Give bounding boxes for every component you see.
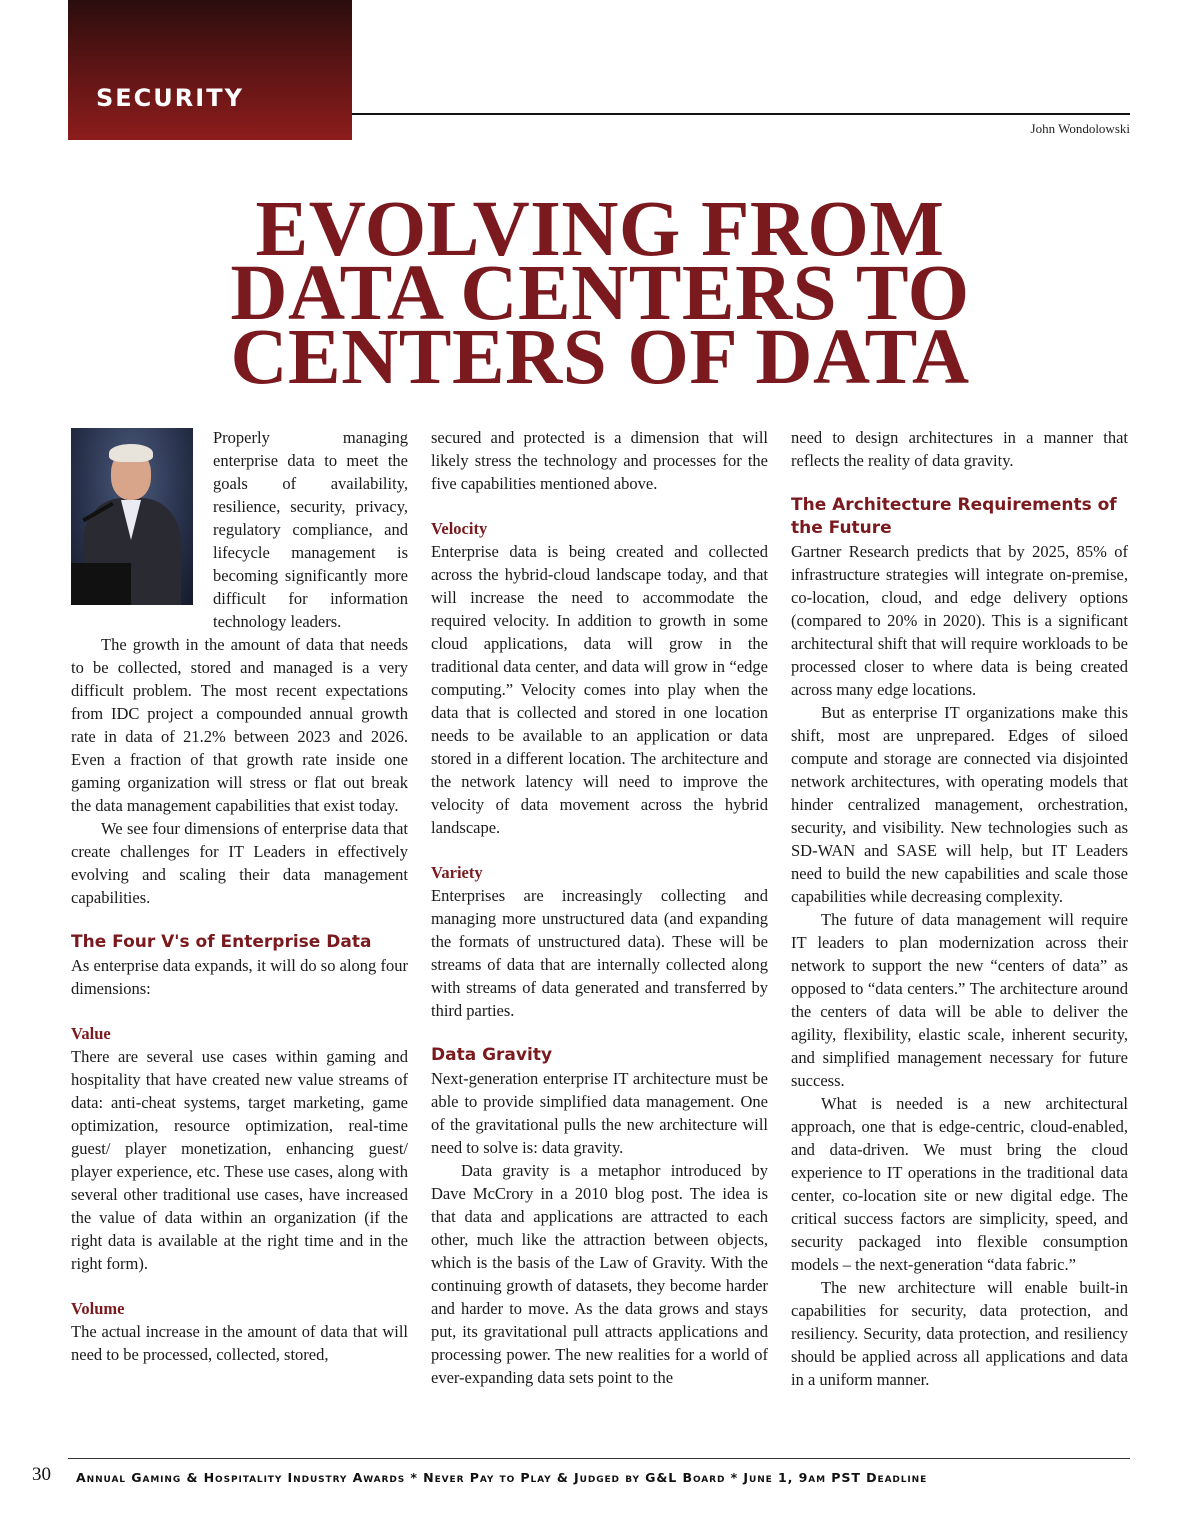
section-heading-four-vs: The Four V's of Enterprise Data [71, 932, 372, 952]
footer-rule [68, 1458, 1130, 1459]
header-rule [352, 113, 1130, 115]
paragraph: Enterprises are increasingly collecting and managing more unstructured data (and expanding the formats of unstructured data). These will be streams of data that are internally collected along with streams of data generated and transferred by third parties. [431, 886, 768, 1020]
section-label: SECURITY [96, 84, 244, 112]
paragraph: Gartner Research predicts that by 2025, 85% of infrastructure strategies will integrate on-premise, co-location, cloud, and edge delivery options (compared to 20% in 2020). This is a significant architectural shift that will require workloads to be processed closer to where data is being created across many edge locations. [791, 542, 1128, 699]
paragraph: The actual increase in the amount of data that will need to be processed, collected, stored, [71, 1322, 408, 1364]
subheading-volume: Volume [71, 1299, 125, 1318]
paragraph: The growth in the amount of data that needs to be collected, stored and managed is a very difficult problem. The most recent expectations from IDC project a compounded annual growth rate in data of 21.2% between 2023 and 2026. Even a fraction of that growth rate inside one gaming organization will stress or flat out break the data management capabilities that exist today. [71, 635, 408, 815]
subheading-variety: Variety [431, 863, 483, 882]
paragraph: Data gravity is a metaphor introduced by Dave McCrory in a 2010 blog post. The idea is that data and applications are attracted to each other, much like the attraction between objects, which is the basis of the Law of Gravity. With the continuing growth of datasets, they become harder and harder to move. As the data grows and stays put, its gravitational pull attracts applications and processing power. The new realities for a world of ever-expanding data sets point to the [431, 1161, 768, 1387]
paragraph: There are several use cases within gaming and hospitality that have created new value streams of data: anti-cheat systems, target marketing, game optimization, resource optimization, real-time guest/ player monetization, enhancing guest/ player experience, etc. These use cases, along with several other traditional use cases, have increased the value of data within an organization (if the right data is available at the right time and in the right form). [71, 1047, 408, 1273]
paragraph: The new architecture will enable built-in capabilities for security, data protection, and resiliency. Security, data protection, and resiliency should be applied across all applications and data in a uniform manner. [791, 1278, 1128, 1389]
column-2 [431, 426, 768, 1389]
paragraph: We see four dimensions of enterprise data that create challenges for IT Leaders in effectively evolving and scaling their data management capabilities. [71, 819, 408, 907]
footer-banner: Annual Gaming & Hospitality Industry Awards * Never Pay to Play & Judged by G&L Board * June 1, 9am PST Deadline [76, 1470, 928, 1485]
author-byline: John Wondolowski [1030, 121, 1130, 136]
paragraph: need to design architectures in a manner that reflects the reality of data gravity. [791, 428, 1128, 470]
column-3 [791, 426, 1128, 1391]
paragraph: As enterprise data expands, it will do so along four dimensions: [71, 956, 408, 998]
section-heading-architecture: The Architecture Requirements of the Future [791, 495, 1117, 538]
article-title [60, 186, 1140, 401]
title-line-3: CENTERS OF DATA [230, 314, 970, 401]
column-1 [71, 426, 408, 1366]
page-number: 30 [32, 1464, 51, 1485]
author-portrait-icon [71, 428, 193, 605]
title-line-2: DATA CENTERS TO [230, 250, 970, 337]
paragraph: What is needed is a new architectural approach, one that is edge-centric, cloud-enabled, and data-driven. We must bring the cloud experience to IT operations in the traditional data center, co-location site or new digital edge. The critical success factors are simplicity, speed, and security packaged into flexible consumption models – the next-generation “data fabric.” [791, 1094, 1128, 1274]
subheading-value: Value [71, 1024, 111, 1043]
paragraph: Enterprise data is being created and collected across the hybrid-cloud landscape today, and that will increase the need to accommodate the required velocity. In addition to growth in some cloud applications, data will grow in the traditional data center, and data will grow in “edge computing.” Velocity comes into play when the data that is collected and stored in one location needs to be available to an application or data stored in a different location. The architecture and the network latency will need to improve the velocity of data movement across the hybrid landscape. [431, 542, 768, 837]
section-banner [68, 0, 352, 140]
subheading-velocity: Velocity [431, 519, 488, 538]
paragraph: secured and protected is a dimension that will likely stress the technology and processes for the five capabilities mentioned above. [431, 428, 768, 493]
paragraph: Next-generation enterprise IT architecture must be able to provide simplified data management. One of the gravitational pulls the new architecture will need to solve is: data gravity. [431, 1069, 768, 1157]
title-line-1: EVOLVING FROM [255, 186, 945, 273]
intro-paragraph: Properly managing enterprise data to meet the goals of availability, resilience, security, privacy, regulatory compliance, and lifecycle management is becoming significantly more difficult for information technology leaders. [213, 428, 408, 631]
section-heading-data-gravity: Data Gravity [431, 1045, 553, 1065]
paragraph: The future of data management will require IT leaders to plan modernization across their network to support the new “centers of data” as opposed to “data centers.” The architecture around the centers of data will be able to deliver the agility, flexibility, elastic scale, inherent security, and simplified management necessary for future success. [791, 910, 1128, 1090]
paragraph: But as enterprise IT organizations make this shift, most are unprepared. Edges of siloed compute and storage are connected via disjointed network architectures, with operating models that hinder centralized management, orchestration, security, and visibility. New technologies such as SD-WAN and SASE will help, but IT Leaders need to build the new capabilities and scale those capabilities while decreasing complexity. [791, 703, 1128, 906]
